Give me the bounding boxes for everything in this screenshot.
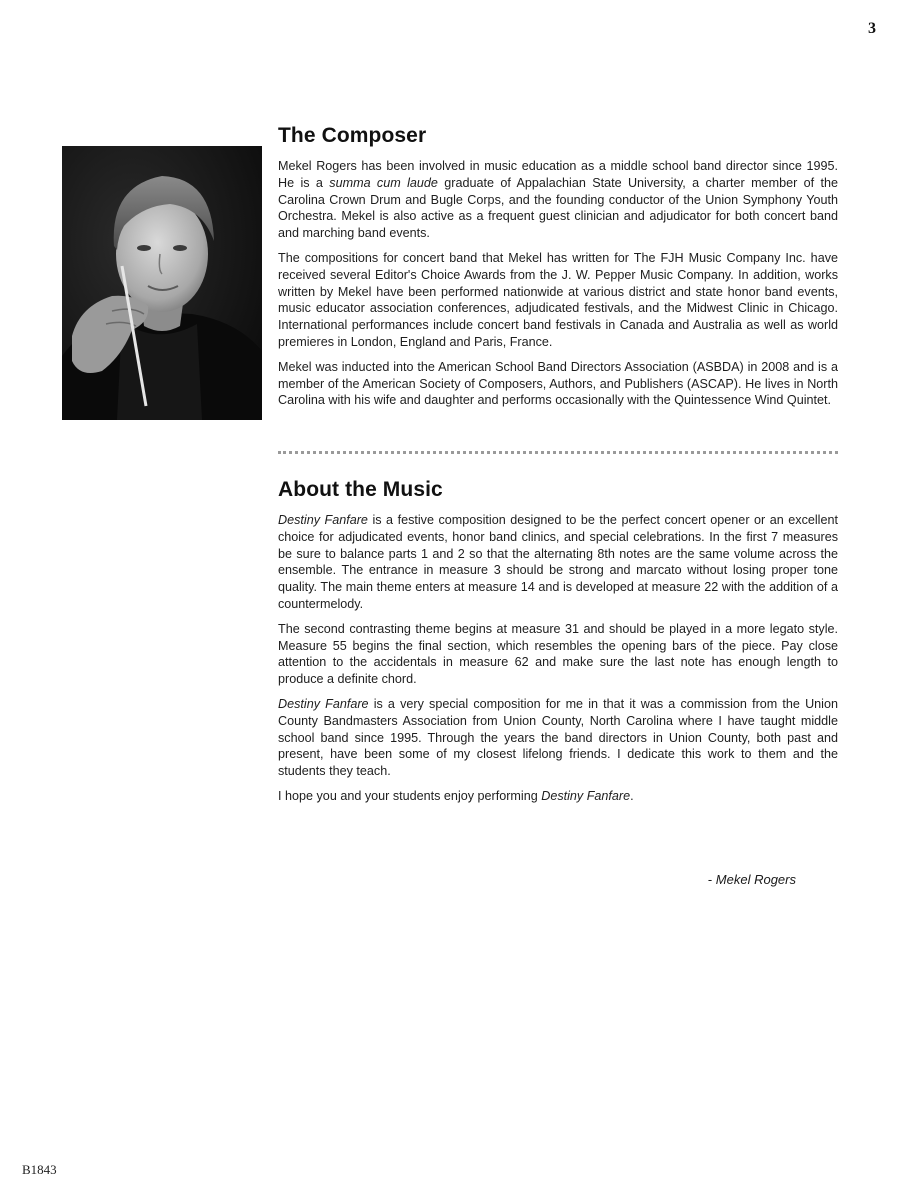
section-divider: [278, 451, 838, 454]
composer-photo: [62, 146, 262, 420]
music-paragraph-4: I hope you and your students enjoy performing Destiny Fanfare.: [278, 788, 634, 803]
music-paragraph-2: The second contrasting theme begins at measure 31 and should be played in a more legato style. Measure 55 begins the final section, which resembles the opening bars of the piece. Pay close attention to the accidentals in measure 62 and make sure the last note has enough length to produce a definite chord.: [278, 621, 838, 687]
composer-paragraph-3: Mekel was inducted into the American School Band Directors Association (ASBDA) in 2008 and is a member of the American Society of Composers, Authors, and Publishers (ASCAP). He lives in North Carolina with his wife and daughter and performs occasionally with the Quintessence Wind Quintet.: [278, 359, 838, 408]
signature: [560, 872, 796, 887]
music-section: [278, 478, 838, 813]
signature-dash: -: [707, 872, 716, 887]
composer-paragraph-1: Mekel Rogers has been involved in music education as a middle school band director since 1995. He is a summa cum laude graduate of Appalachian State University, a charter member of the Carolina Crown Drum and Bugle Corps, and the founding conductor of the Union Symphony Youth Orchestra. Mekel is also active as a frequent guest clinician and adjudicator for both concert band and marching band events.: [278, 159, 839, 241]
music-heading: About the Music: [278, 478, 443, 501]
page-number: 3: [868, 20, 876, 37]
music-paragraph-3: Destiny Fanfare is a very special composition for me in that it was a commission from the Union County Bandmasters Association from Union County, North Carolina where I have taught middle school band since 1995. Through the years the band directors in Union County, both past and present, have been some of my closest lifelong friends. I dedicate this work to them and the students they teach.: [278, 696, 838, 779]
composer-paragraph-2: The compositions for concert band that Mekel has written for The FJH Music Company Inc. have received several Editor's Choice Awards from the J. W. Pepper Music Company. In addition, works written by Mekel have been performed nationwide at various district and state honor band events, music educator association conferences, adjudicated festivals, and the Midwest Clinic in Chicago. International performances include concert band festivals in Canada and Australia as well as world premieres in London, England and Paris, France.: [278, 250, 838, 349]
composer-heading: The Composer: [278, 124, 427, 147]
catalog-code: B1843: [22, 1162, 57, 1177]
signature-name: Mekel Rogers: [715, 872, 796, 887]
composer-section: [278, 124, 838, 417]
music-paragraph-1: Destiny Fanfare is a festive composition designed to be the perfect concert opener or an excellent choice for adjudicated events, honor band clinics, and special celebrations. In the first 7 measures be sure to balance parts 1 and 2 so that the alternating 8th notes are the same volume across the ensemble. The entrance in measure 3 should be strong and marcato without losing proper tone quality. The main theme enters at measure 14 and is developed at measure 22 with the addition of a countermelody.: [278, 513, 838, 611]
